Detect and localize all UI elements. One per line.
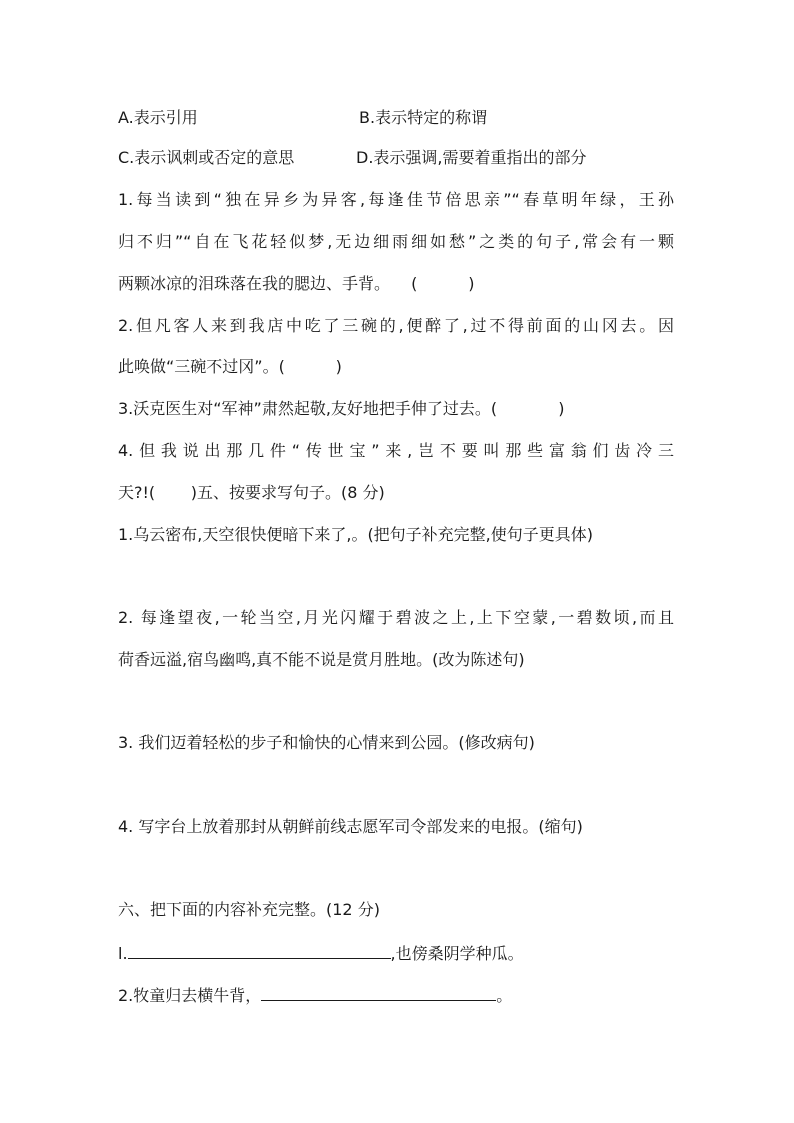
s5-item3: 3. 我们迈着轻松的步子和愉快的心情来到公园。(修改病句) xyxy=(118,733,535,752)
q1-line3-text: 两颗冰凉的泪珠落在我的腮边、手背。 xyxy=(118,274,391,293)
option-a: A.表示引用 xyxy=(118,108,198,127)
s6-item2-prefix: 2.牧童归去横牛背， xyxy=(118,986,262,1005)
q2-line2: 此唤做“三碗不过冈”。( ) xyxy=(118,357,342,376)
option-d: D.表示强调,需要着重指出的部分 xyxy=(356,148,587,167)
s6-heading: 六、把下面的内容补充完整。(12 分) xyxy=(118,900,380,919)
s6-item1-suffix: ,也傍桑阴学种瓜。 xyxy=(390,944,524,963)
q2-line1: 2.但凡客人来到我店中吃了三碗的,便醉了,过不得前面的山冈去。因 xyxy=(118,316,674,335)
q1-line3 xyxy=(118,274,474,294)
s5-item1: 1.乌云密布,天空很快便暗下来了,。(把句子补充完整,使句子更具体) xyxy=(118,525,594,544)
q1-line2: 归不归”“自在飞花轻似梦,无边细雨细如愁”之类的句子,常会有一颗 xyxy=(118,232,674,251)
q1-answer-paren: ( ) xyxy=(411,274,475,293)
q3-line1: 3.沃克医生对“军神”肃然起敬,友好地把手伸了过去。( ) xyxy=(118,399,565,418)
s6-item1-blank[interactable] xyxy=(128,942,391,959)
q4-line2: 天?!( )五、按要求写句子。(8 分) xyxy=(118,483,385,502)
q1-line1: 1.每当读到“独在异乡为异客,每逢佳节倍思亲”“春草明年绿，王孙 xyxy=(118,190,674,209)
s6-item1-prefix: l. xyxy=(118,944,128,963)
s6-item2-suffix: 。 xyxy=(496,986,513,1005)
option-b: B.表示特定的称谓 xyxy=(359,108,488,127)
q4-line1: 4.但我说出那几件“传世宝”来,岂不要叫那些富翁们齿冷三 xyxy=(118,441,674,460)
s6-item2-blank[interactable] xyxy=(261,984,496,1001)
s5-item2-line2: 荷香远溢,宿鸟幽鸣,真不能不说是赏月胜地。(改为陈述句) xyxy=(118,650,525,669)
option-c: C.表示讽刺或否定的意思 xyxy=(118,148,295,167)
s5-item4: 4. 写字台上放着那封从朝鲜前线志愿军司令部发来的电报。(缩句) xyxy=(118,817,583,836)
s6-item1 xyxy=(118,942,524,964)
s5-item2-line1: 2. 每逢望夜,一轮当空,月光闪耀于碧波之上,上下空蒙,一碧数顷,而且 xyxy=(118,608,674,627)
s6-item2 xyxy=(118,984,512,1006)
